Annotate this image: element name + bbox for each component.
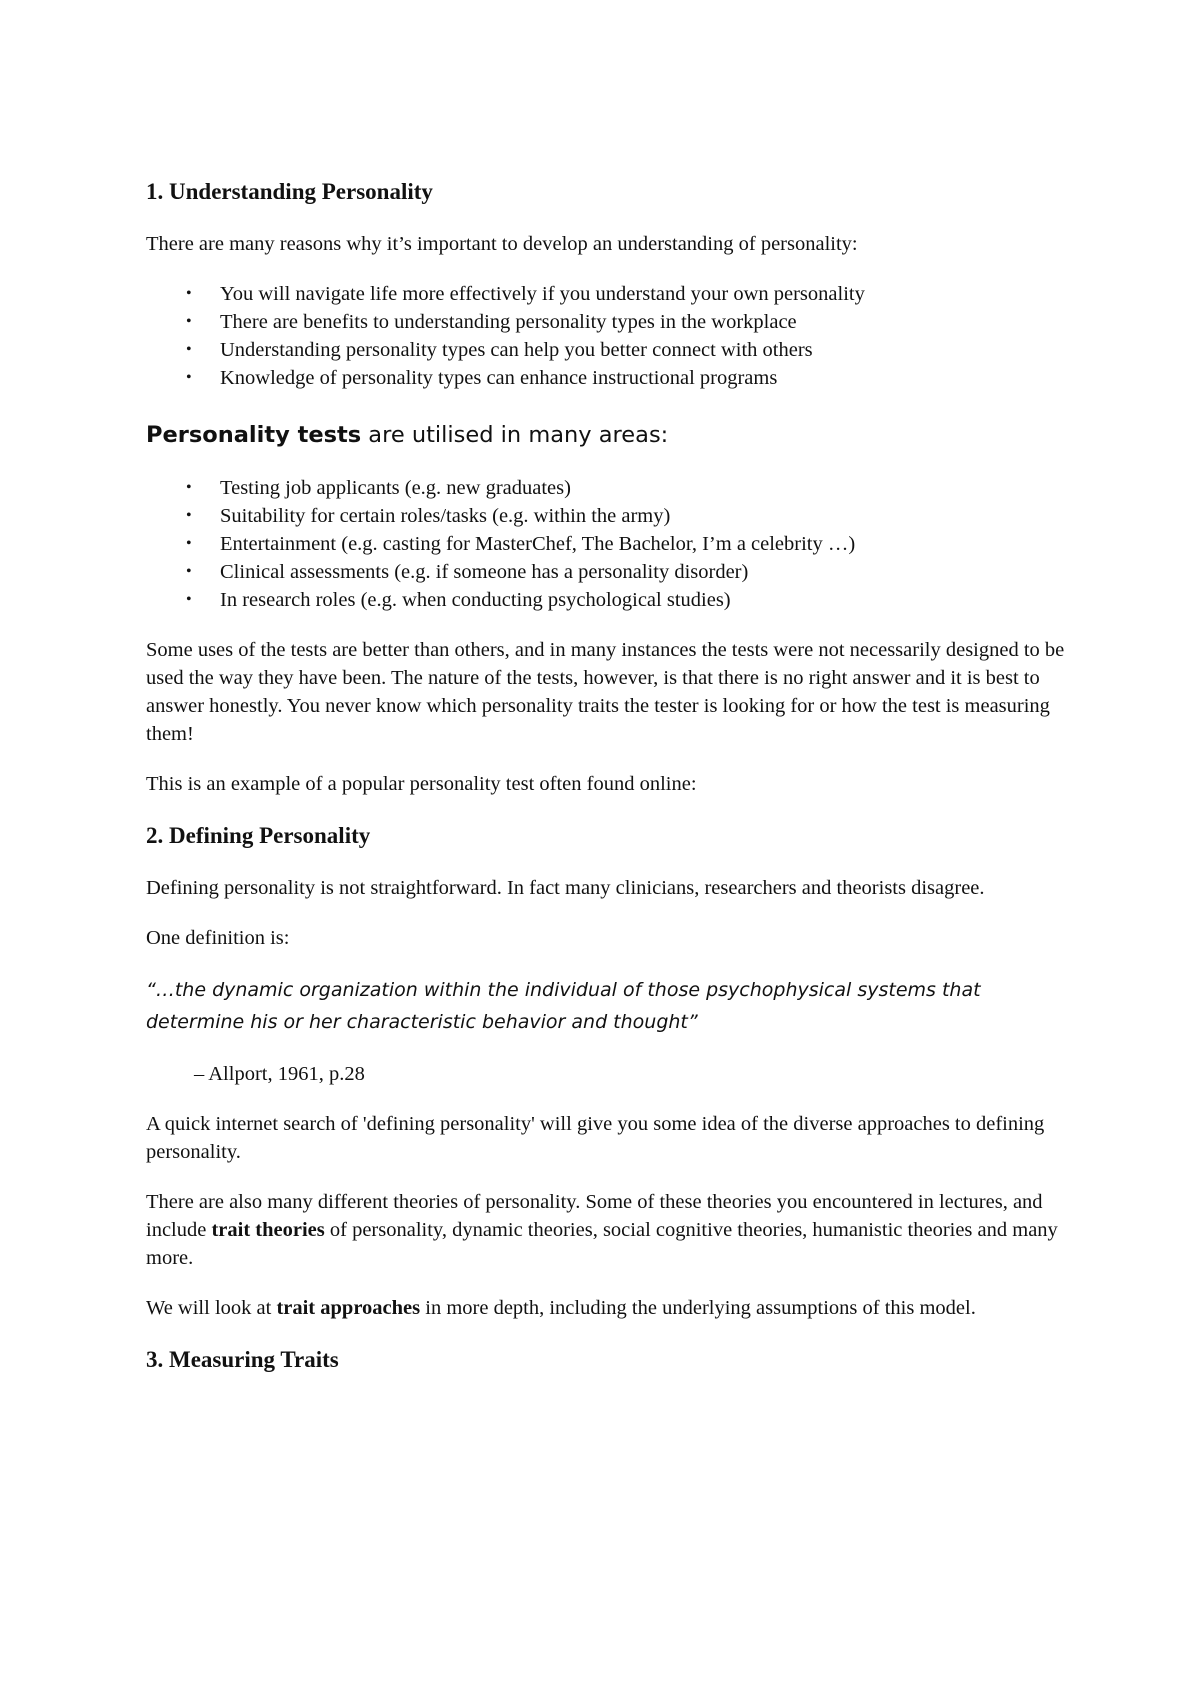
areas-list: [146, 474, 1080, 614]
tests-heading: Personality tests are utilised in many areas:: [146, 422, 669, 448]
bullet-icon: •: [186, 535, 192, 552]
list-item: • There are benefits to understanding personality types in the workplace: [186, 308, 1080, 336]
definition-intro: One definition is:: [146, 927, 290, 949]
list-item: • In research roles (e.g. when conducting psychological studies): [186, 586, 1080, 614]
theories-paragraph: There are also many different theories of personality. Some of these theories you encountered in lectures, and include trait theories of personality, dynamic theories, social cognitive theories, humanistic theories and many more.: [146, 1191, 1058, 1269]
bullet-icon: •: [186, 507, 192, 524]
list-item: • Testing job applicants (e.g. new graduates): [186, 474, 1080, 502]
definition-quote: “…the dynamic organization within the individual of those psychophysical systems that determine his or her characteristic behavior and thought”: [146, 979, 981, 1033]
section1-heading: 1. Understanding Personality: [146, 179, 433, 204]
search-paragraph: A quick internet search of 'defining personality' will give you some idea of the diverse approaches to defining personality.: [146, 1113, 1045, 1163]
list-item: • Suitability for certain roles/tasks (e.g. within the army): [186, 502, 1080, 530]
list-item: • Knowledge of personality types can enhance instructional programs: [186, 364, 1080, 392]
section3-heading: 3. Measuring Traits: [146, 1347, 339, 1372]
bullet-icon: •: [186, 591, 192, 608]
section2-heading: 2. Defining Personality: [146, 823, 371, 848]
section1-intro: There are many reasons why it’s important to develop an understanding of personality:: [146, 233, 858, 255]
bullet-icon: •: [186, 285, 192, 302]
example-paragraph: This is an example of a popular personality test often found online:: [146, 773, 697, 795]
list-item: • Clinical assessments (e.g. if someone has a personality disorder): [186, 558, 1080, 586]
list-item: • You will navigate life more effectively if you understand your own personality: [186, 280, 1080, 308]
reasons-list: [146, 280, 1080, 392]
bullet-icon: •: [186, 479, 192, 496]
tests-paragraph: Some uses of the tests are better than others, and in many instances the tests were not necessarily designed to be used the way they have been. The nature of the tests, however, is that there is no right answer and it is best to answer honestly. You never know which personality traits the tester is looking for or how the test is measuring them!: [146, 639, 1065, 745]
bullet-icon: •: [186, 563, 192, 580]
list-item: • Understanding personality types can help you better connect with others: [186, 336, 1080, 364]
quote-attribution: – Allport, 1961, p.28: [194, 1063, 365, 1085]
bullet-icon: •: [186, 341, 192, 358]
list-item: • Entertainment (e.g. casting for MasterChef, The Bachelor, I’m a celebrity …): [186, 530, 1080, 558]
defining-paragraph: Defining personality is not straightforward. In fact many clinicians, researchers and theorists disagree.: [146, 877, 985, 899]
bullet-icon: •: [186, 369, 192, 386]
bullet-icon: •: [186, 313, 192, 330]
trait-paragraph: We will look at trait approaches in more depth, including the underlying assumptions of this model.: [146, 1297, 976, 1319]
